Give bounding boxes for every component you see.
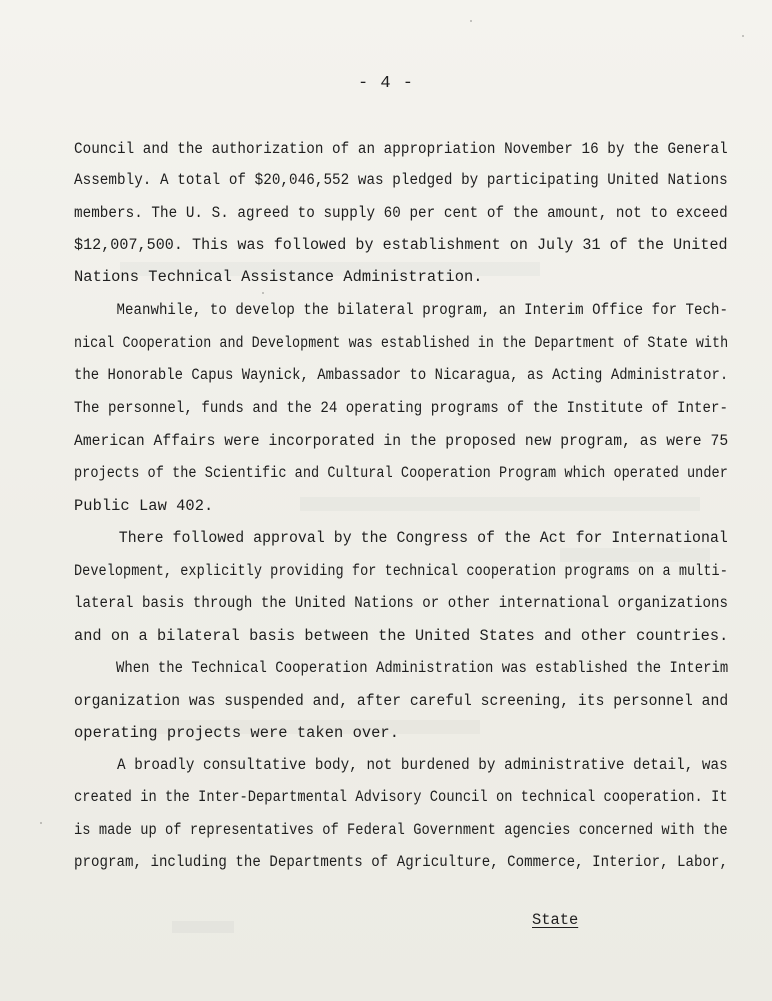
bleed-through-mark bbox=[300, 497, 700, 511]
body-text-line: Nations Technical Assistance Administration. bbox=[74, 268, 483, 286]
body-text-line: created in the Inter-Departmental Advisory Council on technical cooperation. It bbox=[74, 788, 728, 806]
body-text-line: organization was suspended and, after careful screening, its personnel and bbox=[74, 692, 729, 710]
page-number: - 4 - bbox=[357, 74, 414, 93]
body-text-line: Meanwhile, to develop the bilateral program, an Interim Office for Tech- bbox=[74, 301, 729, 319]
body-text-line: program, including the Departments of Agriculture, Commerce, Interior, Labor, bbox=[74, 853, 729, 871]
body-text-line: nical Cooperation and Development was established in the Department of State with bbox=[74, 334, 729, 352]
body-text-line: There followed approval by the Congress of the Act for International bbox=[74, 529, 728, 547]
body-text-line: Assembly. A total of $20,046,552 was pledged by participating United Nations bbox=[74, 171, 728, 189]
footer-catchword: State bbox=[532, 911, 579, 929]
body-text-line: lateral basis through the United Nations or other international organizations bbox=[74, 594, 729, 612]
body-text-line: Council and the authorization of an appropriation November 16 by the General bbox=[74, 140, 728, 158]
body-text-line: is made up of representatives of Federal Government agencies concerned with the bbox=[74, 821, 728, 839]
body-text-line: the Honorable Capus Waynick, Ambassador to Nicaragua, as Acting Administrator. bbox=[74, 366, 729, 384]
body-text-line: and on a bilateral basis between the United States and other countries. bbox=[74, 627, 729, 645]
body-text-line: projects of the Scientific and Cultural Cooperation Program which operated under bbox=[74, 464, 728, 482]
body-text-line: The personnel, funds and the 24 operating programs of the Institute of Inter- bbox=[74, 399, 729, 417]
bleed-through-mark bbox=[560, 548, 710, 562]
bleed-through-mark bbox=[172, 921, 234, 933]
body-text-line: A broadly consultative body, not burdened by administrative detail, was bbox=[74, 756, 728, 774]
body-text-line: Public Law 402. bbox=[74, 497, 214, 515]
body-text-line: members. The U. S. agreed to supply 60 per cent of the amount, not to exceed bbox=[74, 204, 728, 222]
body-text-line: $12,007,500. This was followed by establishment on July 31 of the United bbox=[74, 236, 728, 254]
paper-speck bbox=[40, 822, 42, 824]
body-text-line: American Affairs were incorporated in the proposed new program, as were 75 bbox=[74, 432, 729, 450]
body-text-line: operating projects were taken over. bbox=[74, 724, 400, 742]
body-text-line: Development, explicitly providing for technical cooperation programs on a multi- bbox=[74, 562, 728, 580]
paper-speck bbox=[262, 292, 264, 294]
paper-speck bbox=[470, 20, 472, 22]
paper-speck bbox=[742, 35, 744, 37]
body-text-line: When the Technical Cooperation Administration was established the Interim bbox=[74, 659, 729, 677]
